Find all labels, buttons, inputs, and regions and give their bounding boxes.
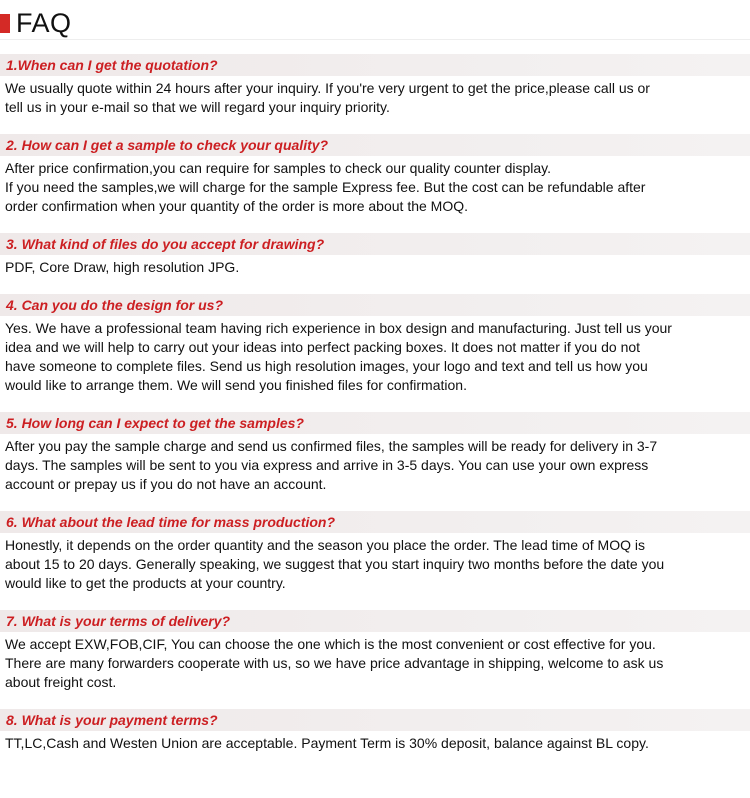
answer-line: We usually quote within 24 hours after your inquiry. If you're very urgent to get the price,please call us or bbox=[5, 80, 650, 96]
answer-line: account or prepay us if you do not have an account. bbox=[5, 476, 327, 492]
answer-line: TT,LC,Cash and Westen Union are acceptable. Payment Term is 30% deposit, balance against BL copy. bbox=[5, 735, 649, 751]
faq-answer bbox=[0, 533, 750, 593]
accent-bar bbox=[0, 14, 10, 33]
faq-answer bbox=[0, 434, 750, 494]
faq-answer bbox=[0, 316, 750, 395]
answer-line: about 15 to 20 days. Generally speaking, we suggest that you start inquiry two months before the date you bbox=[5, 556, 665, 572]
answer-line: have someone to complete files. Send us high resolution images, your logo and text and tell us how you bbox=[5, 358, 648, 374]
faq-header bbox=[0, 8, 750, 40]
faq-question: 1.When can I get the quotation? bbox=[0, 54, 750, 76]
answer-line: would like to get the products at your country. bbox=[5, 575, 286, 591]
faq-item bbox=[0, 709, 750, 753]
answer-line: idea and we will help to carry out your ideas into perfect packing boxes. It does not matter if you do not bbox=[5, 339, 641, 355]
faq-question: 8. What is your payment terms? bbox=[0, 709, 750, 731]
faq-answer bbox=[0, 731, 750, 753]
faq-item bbox=[0, 233, 750, 277]
faq-question: 2. How can I get a sample to check your quality? bbox=[0, 134, 750, 156]
faq-item bbox=[0, 511, 750, 593]
faq-item bbox=[0, 610, 750, 692]
answer-line: Honestly, it depends on the order quantity and the season you place the order. The lead time of MOQ is bbox=[5, 537, 645, 553]
answer-line: After price confirmation,you can require for samples to check our quality counter display. bbox=[5, 160, 551, 176]
answer-line: tell us in your e-mail so that we will regard your inquiry priority. bbox=[5, 99, 390, 115]
answer-line: PDF, Core Draw, high resolution JPG. bbox=[5, 259, 240, 275]
answer-line: Yes. We have a professional team having rich experience in box design and manufacturing. Just tell us your bbox=[5, 320, 672, 336]
faq-question: 4. Can you do the design for us? bbox=[0, 294, 750, 316]
answer-line: If you need the samples,we will charge for the sample Express fee. But the cost can be refundable after bbox=[5, 179, 646, 195]
faq-question: 7. What is your terms of delivery? bbox=[0, 610, 750, 632]
faq-answer bbox=[0, 255, 750, 277]
faq-item bbox=[0, 294, 750, 395]
answer-line: We accept EXW,FOB,CIF, You can choose the one which is the most convenient or cost effective for you. bbox=[5, 636, 656, 652]
faq-answer bbox=[0, 156, 750, 216]
answer-line: would like to arrange them. We will send you finished files for confirmation. bbox=[5, 377, 467, 393]
faq-question: 6. What about the lead time for mass production? bbox=[0, 511, 750, 533]
faq-answer bbox=[0, 632, 750, 692]
faq-list bbox=[0, 54, 750, 770]
answer-line: about freight cost. bbox=[5, 674, 117, 690]
faq-item bbox=[0, 134, 750, 216]
faq-item bbox=[0, 54, 750, 117]
page-title: FAQ bbox=[16, 8, 72, 38]
faq-question: 3. What kind of files do you accept for drawing? bbox=[0, 233, 750, 255]
answer-line: days. The samples will be sent to you via express and arrive in 3-5 days. You can use your own express bbox=[5, 457, 649, 473]
answer-line: There are many forwarders cooperate with us, so we have price advantage in shipping, welcome to ask us bbox=[5, 655, 664, 671]
faq-question: 5. How long can I expect to get the samples? bbox=[0, 412, 750, 434]
faq-answer bbox=[0, 76, 750, 117]
faq-item bbox=[0, 412, 750, 494]
answer-line: order confirmation when your quantity of the order is more about the MOQ. bbox=[5, 198, 469, 214]
answer-line: After you pay the sample charge and send us confirmed files, the samples will be ready for delivery in 3-7 bbox=[5, 438, 658, 454]
